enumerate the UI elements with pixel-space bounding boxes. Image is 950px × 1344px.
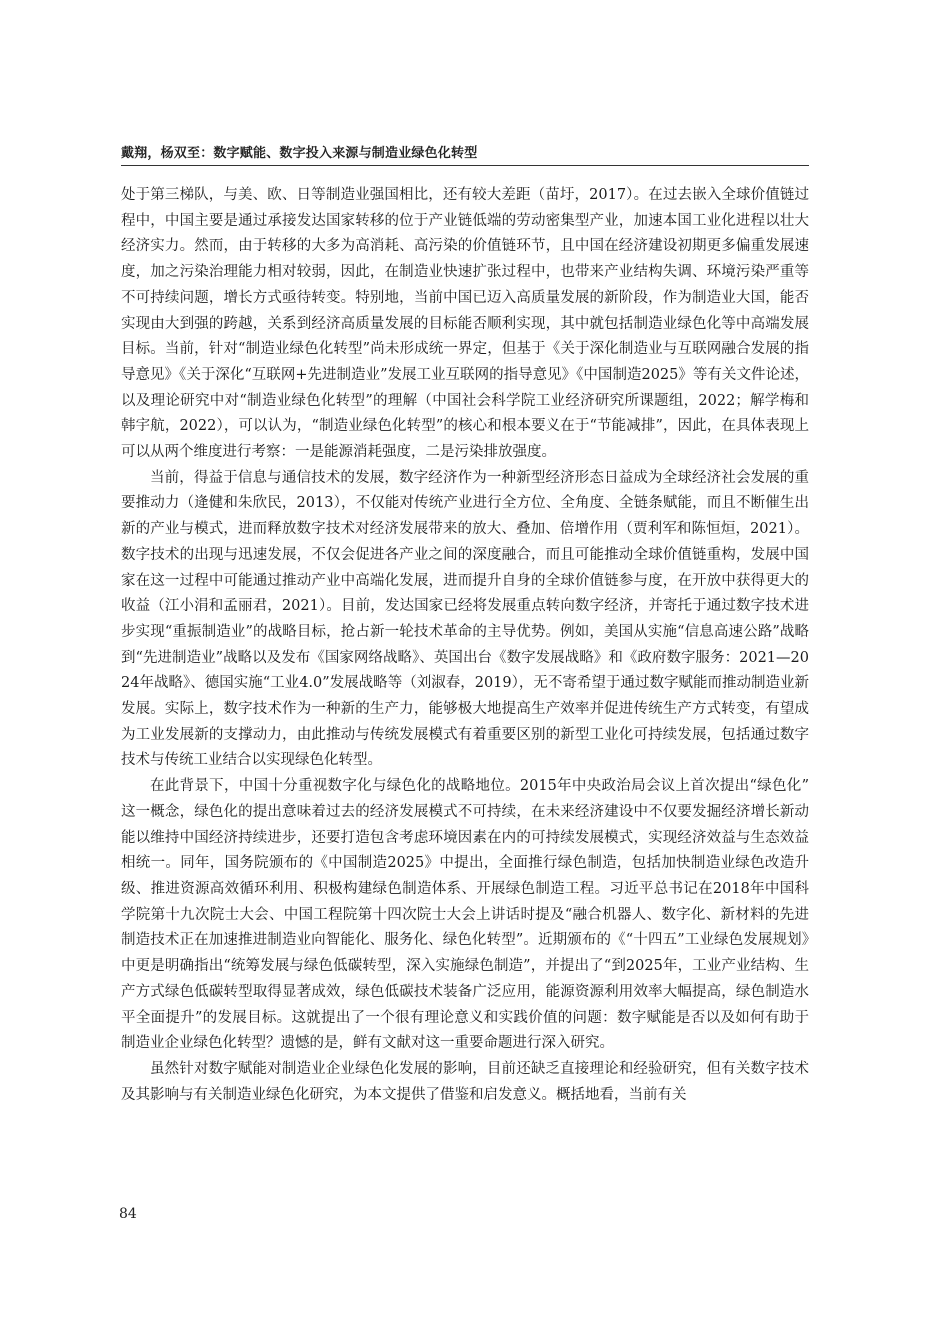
running-header-title: 戴翔，杨双至：数字赋能、数字投入来源与制造业绿色化转型 xyxy=(121,146,478,161)
article-body xyxy=(121,183,809,1108)
header-divider xyxy=(121,165,809,166)
paragraph-digital-economy: 当前，得益于信息与通信技术的发展，数字经济作为一种新型经济形态日益成为全球经济社会发展的重要推动力（逄健和朱欣民，2013），不仅能对传统产业进行全方位、全角度、全链条赋能，而且不断催生出新的产业与模式，进而释放数字技术对经济发展带来的放大、叠加、倍增作用（贾利军和陈恒烜，2021）。数字技术的出现与迅速发展，不仅会促进各产业之间的深度融合，而且可能推动全球价值链重构，发展中国家在这一过程中可能通过推动产业中高端化发展，进而提升自身的全球价值链参与度，在开放中获得更大的收益（江小涓和孟丽君，2021）。目前，发达国家已经将发展重点转向数字经济，并寄托于通过数字技术进步实现“重振制造业”的战略目标，抢占新一轮技术革命的主导优势。例如，美国从实施“信息高速公路”战略到“先进制造业”战略以及发布《国家网络战略》、英国出台《数字发展战略》和《政府数字服务：2021—2024年战略》、德国实施“工业4.0”发展战略等（刘淑春，2019），无不寄希望于通过数字赋能而推动制造业新发展。实际上，数字技术作为一种新的生产力，能够极大地提高生产效率并促进传统生产方式转变，有望成为工业发展新的支撑动力，由此推动与传统发展模式有着重要区别的新型工业化可持续发展，包括通过数字技术与传统工业结合以实现绿色化转型。 xyxy=(121,469,809,769)
page-number: 84 xyxy=(119,1206,137,1222)
paragraph-continued: 处于第三梯队，与美、欧、日等制造业强国相比，还有较大差距（苗圩，2017）。在过去嵌入全球价值链过程中，中国主要是通过承接发达国家转移的位于产业链低端的劳动密集型产业，加速本国工业化进程以壮大经济实力。然而，由于转移的大多为高消耗、高污染的价值链环节，且中国在经济建设初期更多偏重发展速度，加之污染治理能力相对较弱，因此，在制造业快速扩张过程中，也带来产业结构失调、环境污染严重等不可持续问题，增长方式亟待转变。特别地，当前中国已迈入高质量发展的新阶段，作为制造业大国，能否实现由大到强的跨越，关系到经济高质量发展的目标能否顺利实现，其中就包括制造业绿色化等中高端发展目标。当前，针对“制造业绿色化转型”尚未形成统一界定，但基于《关于深化制造业与互联网融合发展的指导意见》《关于深化“互联网+先进制造业”发展工业互联网的指导意见》《中国制造2025》等有关文件论述，以及理论研究中对“制造业绿色化转型”的理解（中国社会科学院工业经济研究所课题组，2022；解学梅和韩宇航，2022），可以认为，“制造业绿色化转型”的核心和根本要义在于“节能减排”，因此，在具体表现上可以从两个维度进行考察：一是能源消耗强度，二是污染排放强度。 xyxy=(121,187,809,461)
paragraph-literature-intro: 虽然针对数字赋能对制造业企业绿色化发展的影响，目前还缺乏直接理论和经验研究，但有关数字技术及其影响与有关制造业绿色化研究，为本文提供了借鉴和启发意义。概括地看，当前有关 xyxy=(121,1060,809,1103)
paragraph-green-transformation-policy: 在此背景下，中国十分重视数字化与绿色化的战略地位。2015年中央政治局会议上首次提出“绿色化”这一概念，绿色化的提出意味着过去的经济发展模式不可持续，在未来经济建设中不仅要发掘经济增长新动能以维持中国经济持续进步，还要打造包含考虑环境因素在内的可持续发展模式，实现经济效益与生态效益相统一。同年，国务院颁布的《中国制造2025》中提出，全面推行绿色制造，包括加快制造业绿色改造升级、推进资源高效循环利用、积极构建绿色制造体系、开展绿色制造工程。习近平总书记在2018年中国科学院第十九次院士大会、中国工程院第十四次院士大会上讲话时提及“融合机器人、数字化、新材料的先进制造技术正在加速推进制造业向智能化、服务化、绿色化转型”。近期颁布的《“十四五”工业绿色发展规划》中更是明确指出“统筹发展与绿色低碳转型，深入实施绿色制造”，并提出了“到2025年，工业产业结构、生产方式绿色低碳转型取得显著成效，绿色低碳技术装备广泛应用，能源资源利用效率大幅提高，绿色制造水平全面提升”的发展目标。这就提出了一个很有理论意义和实践价值的问题：数字赋能是否以及如何有助于制造业企业绿色化转型？遗憾的是，鲜有文献对这一重要命题进行深入研究。 xyxy=(121,778,809,1052)
